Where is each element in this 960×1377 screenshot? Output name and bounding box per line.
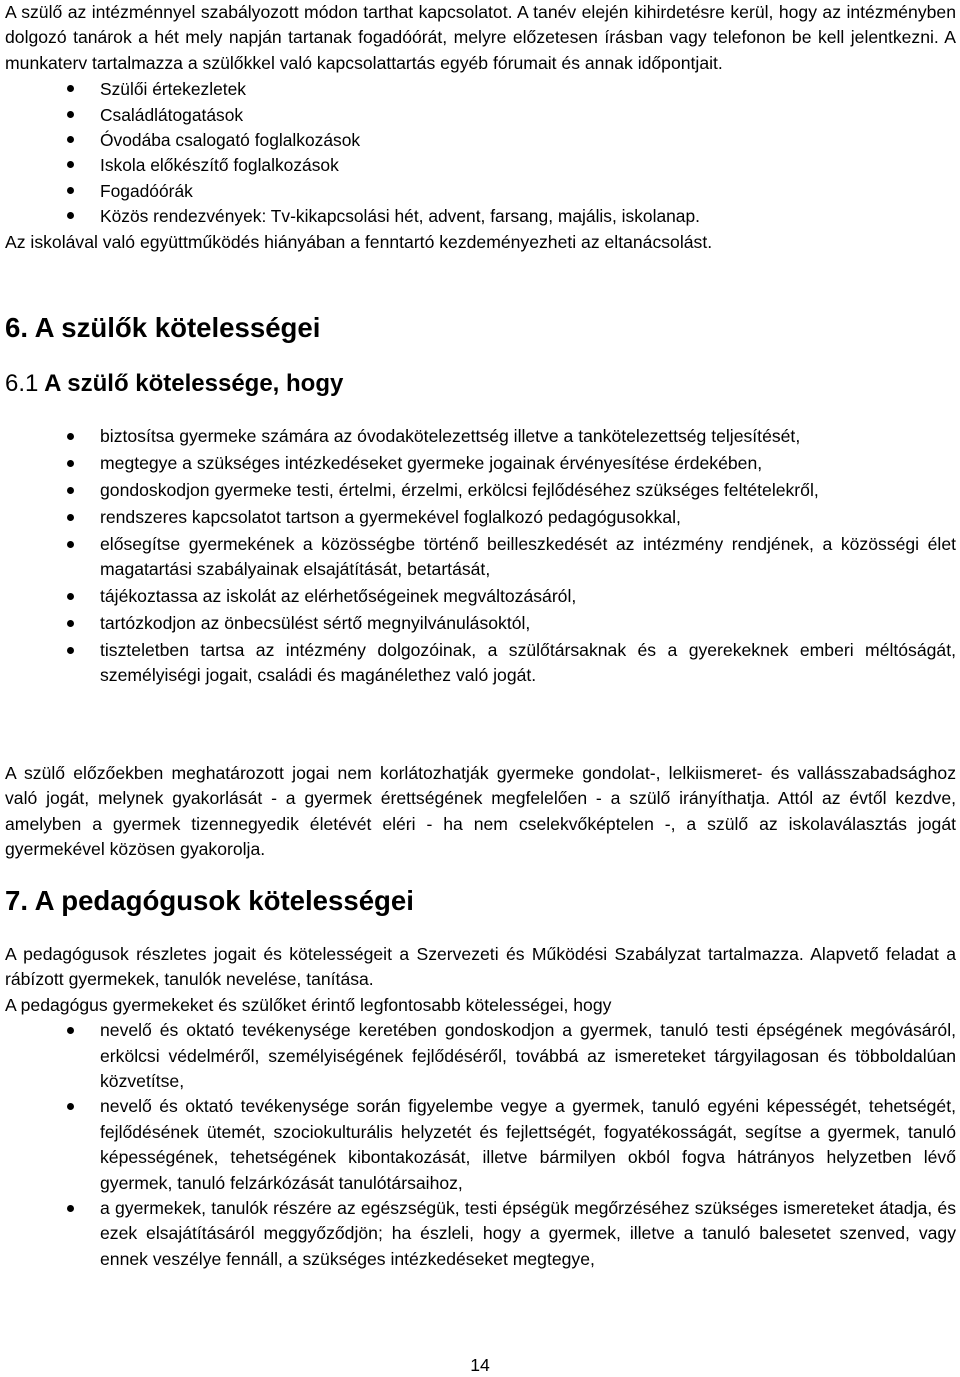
section-7-paragraph-2: A pedagógus gyermekeket és szülőket érintő legfontosabb kötelességei, hogy [5,994,612,1015]
page-number: 14 [470,1355,490,1375]
bullet-icon [67,541,74,548]
bullet-icon [67,1205,74,1212]
list-item: tájékoztassa az iskolát az elérhetőségeinek megváltozásáról, [5,584,956,609]
bullet-icon [67,1103,74,1110]
list-item: Óvodába csalogató foglalkozások [5,128,956,153]
list-item: nevelő és oktató tevékenysége keretében gondoskodjon a gyermek, tanuló testi épségének megóvásáról, erkölcsi védelméről, személyiségének fejlődéséről, továbbá az ismereteket tárgyilagosan és többoldalúan közvetítse, [5,1018,956,1094]
parent-rights-paragraph-block [5,761,956,863]
list-item: tiszteletben tartsa az intézmény dolgozóinak, a szülőtársaknak és a gyerekeknek emberi méltóságát, személyiségi jogait, családi és magánélethez való jogát. [5,638,956,689]
list-item: megtegye a szükséges intézkedéseket gyermeke jogainak érvényesítése érdekében, [5,451,956,476]
section-7-body [5,942,956,1272]
section-7 [5,884,956,918]
intro-paragraph: A szülő az intézménnyel szabályozott módon tarthat kapcsolatot. A tanév elején kihirdetésre kerül, hogy az intézményben dolgozó tanárok a hét mely napján tartanak fogadóórát, melyre előzetesen írásban vagy telefonon be kell jelentkezni. A munkaterv tartalmazza a szülőkkel való kapcsolattartás egyéb fórumait és annak időpontjait. [5,2,956,73]
intro-closing: Az iskolával való együttműködés hiányában a fenntartó kezdeményezheti az eltanácsolást. [5,231,713,252]
bullet-icon [67,161,74,168]
subheading-number: 6.1 [5,370,39,397]
list-item: elősegítse gyermekének a közösségbe történő beilleszkedését az intézmény rendjének, a közösségi élet magatartási szabályainak elsajátítását, betartását, [5,532,956,583]
list-item: Fogadóórák [5,179,956,204]
contact-forums-list [5,77,956,229]
list-item: rendszeres kapcsolatot tartson a gyermekével foglalkozó pedagógusokkal, [5,505,956,530]
parent-duties-list [5,424,956,689]
list-item: Közös rendezvények: Tv-kikapcsolási hét, advent, farsang, majális, iskolanap. [5,204,956,229]
subheading-text: A szülő kötelessége, hogy [44,370,344,397]
list-item: nevelő és oktató tevékenysége során figyelembe vegye a gyermek, tanuló egyéni képességét, tehetségét, fejlődésének ütemét, szociokulturális helyzetét és fejlettségét, fogyatékosságát, segítse a gyermek, tanuló képességének, tehetségének kibontakozását, illetve bármilyen okból fogva hátrányos helyzetben lévő gyermek, tanuló felzárkózását tanulótársaihoz, [5,1094,956,1196]
bullet-icon [67,433,74,440]
list-item: tartózkodjon az önbecsülést sértő megnyilvánulásoktól, [5,611,956,636]
section-6-heading: 6. A szülők kötelességei [5,312,321,343]
bullet-icon [67,647,74,654]
parent-rights-paragraph: A szülő előzőekben meghatározott jogai nem korlátozhatják gyermeke gondolat-, lelkiismeret- és vallásszabadsághoz való jogát, melynek gyakorlását - a gyermek érettségének megfelelően - a szülő irányíthatja. Attól az évtől kezdve, amelyben a gyermek tizennegyedik életévét eléri - ha nem cselekvőképtelen -, a szülő az iskolaválasztás jogát gyermekével közösen gyakorolja. [5,763,956,860]
teacher-duties-list [5,1018,956,1272]
section-6-1 [5,369,956,399]
bullet-icon [67,85,74,92]
bullet-icon [67,212,74,219]
bullet-icon [67,1027,74,1034]
bullet-icon [67,487,74,494]
parent-duties [5,424,956,690]
bullet-icon [67,111,74,118]
section-6-1-heading [5,369,956,399]
list-item: biztosítsa gyermeke számára az óvodakötelezettség illetve a tankötelezettség teljesítését, [5,424,956,449]
section-6 [5,311,956,345]
section-7-heading: 7. A pedagógusok kötelességei [5,885,414,916]
list-item: Családlátogatások [5,103,956,128]
bullet-icon [67,460,74,467]
bullet-icon [67,187,74,194]
bullet-icon [67,593,74,600]
section-7-paragraph-1: A pedagógusok részletes jogait és kötelességeit a Szervezeti és Működési Szabályzat tartalmazza. Alapvető feladat a rábízott gyermekek, tanulók nevelése, tanítása. [5,944,956,990]
bullet-icon [67,620,74,627]
list-item: gondoskodjon gyermeke testi, értelmi, érzelmi, erkölcsi fejlődéséhez szükséges feltételekről, [5,478,956,503]
bullet-icon [67,136,74,143]
list-item: a gyermekek, tanulók részére az egészségük, testi épségük megőrzéséhez szükséges ismereteket átadja, és ezek elsajátításáról meggyőződjön; ha észleli, hogy a gyermek, illetve a tanuló balesetet szenved, vagy ennek veszélye fennáll, a szükséges intézkedéseket megtegye, [5,1196,956,1272]
list-item: Szülői értekezletek [5,77,956,102]
intro-section [5,0,956,255]
list-item: Iskola előkészítő foglalkozások [5,153,956,178]
bullet-icon [67,514,74,521]
